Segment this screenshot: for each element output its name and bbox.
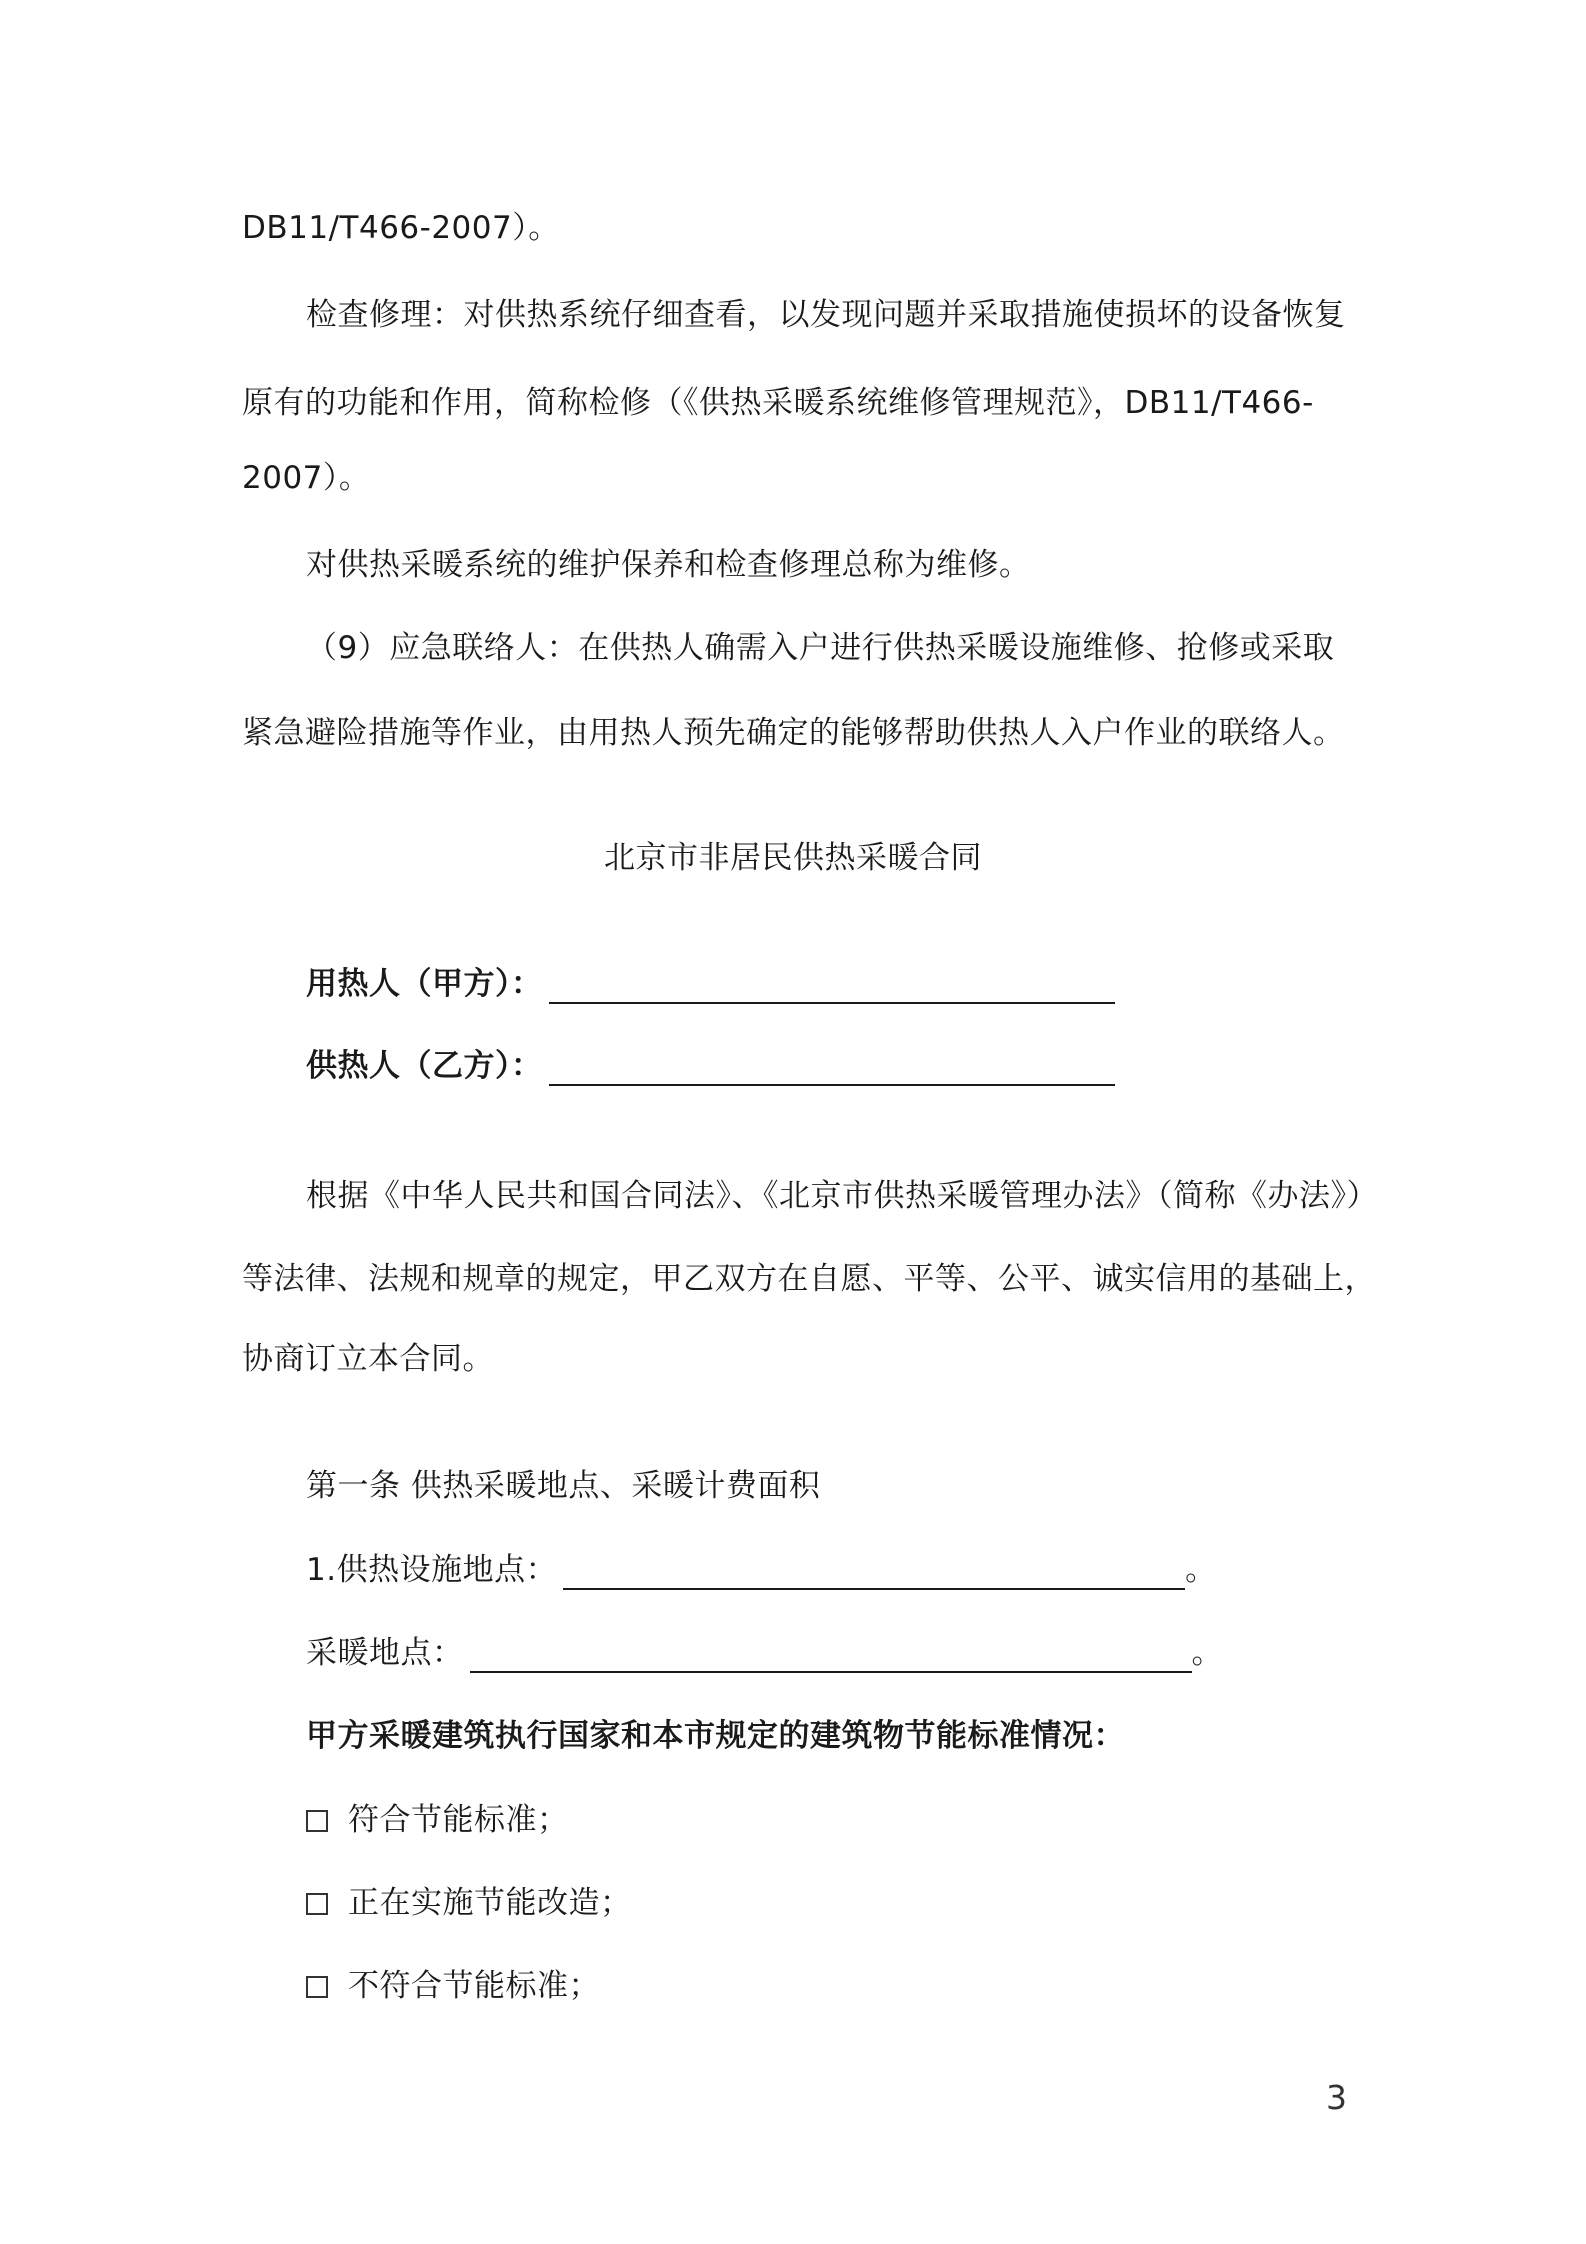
preamble-line: 协商订立本合同。 [242,1341,494,1377]
checkbox[interactable] [306,1893,328,1915]
option-energy-noncompliant [306,1966,600,2006]
paragraph-line: 检查修理：对供热系统仔细查看，以发现问题并采取措施使损坏的设备恢复 [306,297,1346,333]
facility-location-label: 1.供热设施地点： [306,1552,558,1588]
option-energy-retrofit [306,1883,632,1923]
option-energy-compliant [306,1800,569,1840]
preamble-line: 等法律、法规和规章的规定，甲乙双方在自愿、平等、公平、诚实信用的基础上， [242,1261,1376,1297]
party-a-row [306,964,1115,1004]
article-title: 第一条 供热采暖地点、采暖计费面积 [306,1468,821,1504]
option-label: 符合节能标准； [348,1802,569,1838]
paragraph-line: DB11/T466-2007）。 [242,210,560,246]
checkbox[interactable] [306,1810,328,1832]
energy-standard-label: 甲方采暖建筑执行国家和本市规定的建筑物节能标准情况： [306,1718,1125,1754]
checkbox[interactable] [306,1976,328,1998]
option-label: 正在实施节能改造； [348,1885,632,1921]
party-b-label: 供热人（乙方）： [306,1048,543,1084]
paragraph-line: 2007）。 [242,460,371,496]
facility-location-blank[interactable] [563,1558,1185,1590]
party-b-blank[interactable] [549,1054,1115,1086]
party-b-row [306,1046,1115,1086]
party-a-blank[interactable] [549,972,1115,1004]
page-number: 3 [1326,2078,1347,2117]
party-a-label: 用热人（甲方）： [306,966,543,1002]
heating-location-label: 采暖地点： [306,1635,464,1671]
facility-location-row [306,1550,1217,1590]
heating-location-blank[interactable] [470,1641,1192,1673]
heating-location-row [306,1633,1223,1673]
period-mark: 。 [1185,1552,1217,1588]
option-label: 不符合节能标准； [348,1968,600,2004]
paragraph-line: （9）应急联络人：在供热人确需入户进行供热采暖设施维修、抢修或采取 [306,630,1335,666]
preamble-line: 根据《中华人民共和国合同法》、《北京市供热采暖管理办法》（简称《办法》） [306,1178,1378,1214]
contract-title: 北京市非居民供热采暖合同 [604,840,982,876]
paragraph-line: 对供热采暖系统的维护保养和检查修理总称为维修。 [306,547,1031,583]
period-mark: 。 [1191,1635,1223,1671]
paragraph-line: 原有的功能和作用，简称检修（《供热采暖系统维修管理规范》，DB11/T466- [242,385,1314,421]
paragraph-line: 紧急避险措施等作业，由用热人预先确定的能够帮助供热人入户作业的联络人。 [242,715,1345,751]
